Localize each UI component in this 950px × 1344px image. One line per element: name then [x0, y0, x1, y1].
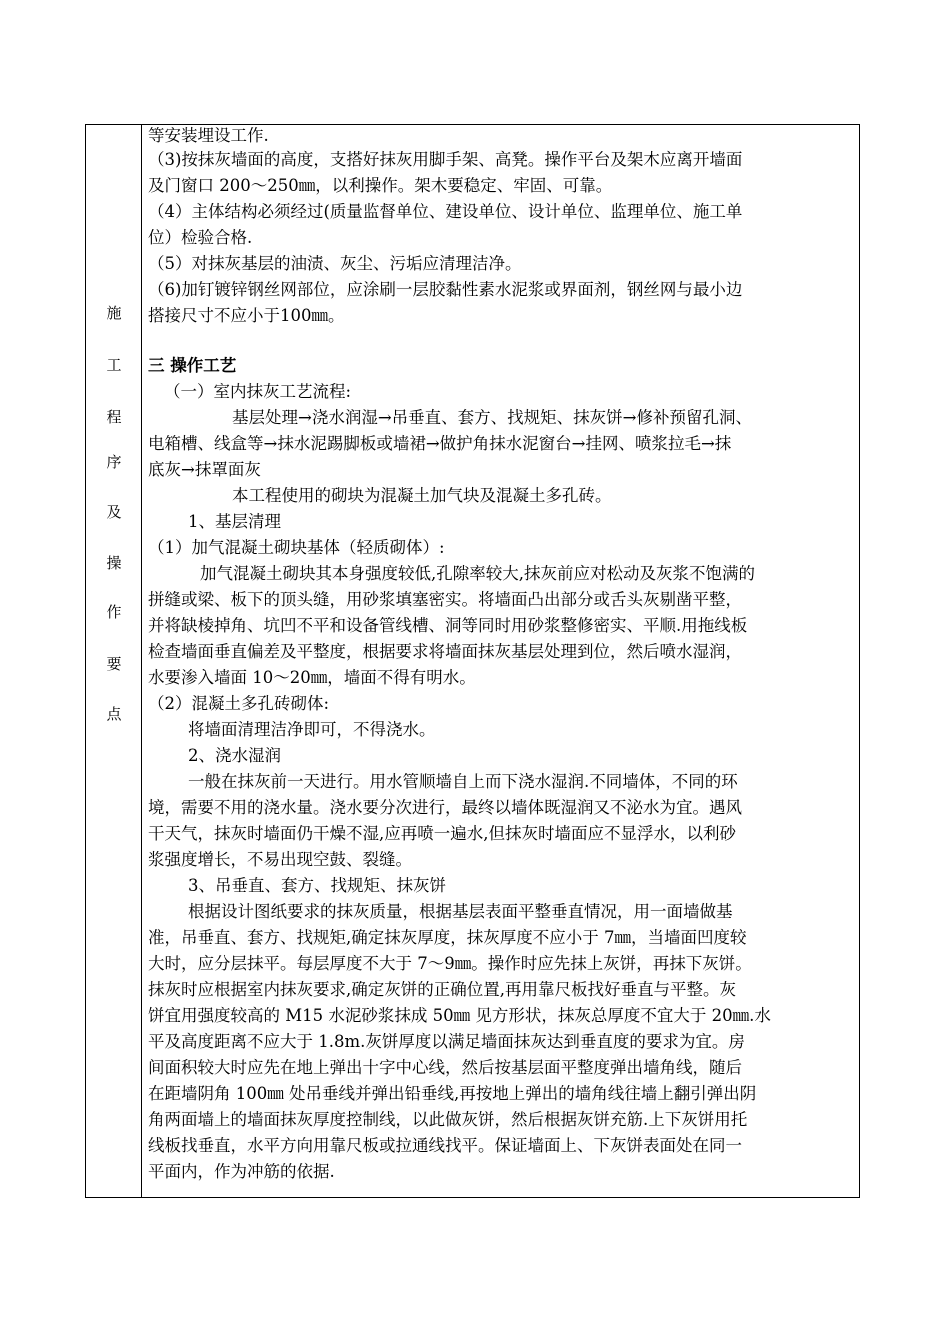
- text-line: 根据设计图纸要求的抹灰质量，根据基层表面平整垂直情况，用一面墙做基: [188, 902, 733, 921]
- text-line: 境，需要不用的浇水量。浇水要分次进行，最终以墙体既湿润又不泌水为宜。遇风: [148, 798, 742, 817]
- side-label-char: 点: [106, 705, 122, 723]
- text-line: 拼缝或梁、板下的顶头缝，用砂浆填塞密实。将墙面凸出部分或舌头灰剔凿平整，: [148, 590, 742, 609]
- text-line: 线板找垂直，水平方向用靠尺板或拉通线找平。保证墙面上、下灰饼表面处在同一: [148, 1136, 742, 1155]
- text-line: 位）检验合格.: [148, 228, 253, 247]
- text-line: 浆强度增长，不易出现空鼓、裂缝。: [148, 850, 412, 869]
- text-line: 加气混凝土砌块其本身强度较低,孔隙率较大,抹灰前应对松动及灰浆不饱满的: [200, 564, 755, 583]
- column-divider: [141, 124, 142, 1198]
- text-line: 本工程使用的砌块为混凝土加气块及混凝土多孔砖。: [232, 486, 612, 505]
- side-label-char: 施: [106, 304, 122, 322]
- text-line: 水要渗入墙面 10～20㎜，墙面不得有明水。: [148, 668, 476, 687]
- text-line: （2）混凝土多孔砖砌体:: [148, 694, 330, 713]
- text-line: （1）加气混凝土砌块基体（轻质砌体）:: [148, 538, 445, 557]
- text-line: （6)加钉镀锌钢丝网部位，应涂刷一层胶黏性素水泥浆或界面剂，钢丝网与最小边: [148, 280, 743, 299]
- text-line: 等安装埋设工作.: [148, 126, 269, 145]
- text-line: 饼宜用强度较高的 M15 水泥砂浆抹成 50㎜ 见方形状，抹灰总厚度不宜大于 20㎜.水: [148, 1006, 771, 1025]
- section-heading: 三 操作工艺: [148, 356, 237, 375]
- side-label-char: 工: [106, 356, 122, 374]
- text-line: 电箱槽、线盒等→抹水泥踢脚板或墙裙→做护角抹水泥窗台→挂网、喷浆拉毛→抹: [148, 434, 732, 453]
- text-line: 底灰→抹罩面灰: [148, 460, 261, 479]
- text-line: 大时，应分层抹平。每层厚度不大于 7～9㎜。操作时应先抹上灰饼，再抹下灰饼。: [148, 954, 752, 973]
- text-line: 1、基层清理: [188, 512, 281, 531]
- text-line: 基层处理→浇水润湿→吊垂直、套方、找规矩、抹灰饼→修补预留孔洞、: [232, 408, 752, 427]
- text-line: 及门窗口 200～250㎜，以利操作。架木要稳定、牢固、可靠。: [148, 176, 613, 195]
- side-label-char: 序: [106, 453, 122, 471]
- text-line: 并将缺棱掉角、坑凹不平和设备管线槽、洞等同时用砂浆整修密实、平顺.用拖线板: [148, 616, 748, 635]
- side-label-char: 及: [106, 503, 122, 521]
- text-line: 在距墙阴角 100㎜ 处吊垂线并弹出铅垂线,再按地上弹出的墙角线往墙上翻引弹出阴: [148, 1084, 757, 1103]
- text-line: （3)按抹灰墙面的高度，支搭好抹灰用脚手架、高凳。操作平台及架木应离开墙面: [148, 150, 743, 169]
- text-line: 3、吊垂直、套方、找规矩、抹灰饼: [188, 876, 446, 895]
- text-line: 平及高度距离不应大于 1.8m.灰饼厚度以满足墙面抹灰达到垂直度的要求为宜。房: [148, 1032, 745, 1051]
- text-line: 一般在抹灰前一天进行。用水管顺墙自上而下浇水湿润.不同墙体，不同的环: [188, 772, 738, 791]
- text-line: （一）室内抹灰工艺流程:: [164, 382, 352, 401]
- text-line: 准，吊垂直、套方、找规矩,确定抹灰厚度，抹灰厚度不应小于 7㎜，当墙面凹度较: [148, 928, 747, 947]
- text-line: 搭接尺寸不应小于100㎜。: [148, 306, 345, 325]
- text-line: （4）主体结构必须经过(质量监督单位、建设单位、设计单位、监理单位、施工单: [148, 202, 743, 221]
- side-label-char: 要: [106, 655, 122, 673]
- text-line: 2、浇水湿润: [188, 746, 281, 765]
- text-line: 平面内，作为冲筋的依据.: [148, 1162, 335, 1181]
- text-line: 角两面墙上的墙面抹灰厚度控制线，以此做灰饼，然后根据灰饼充筋.上下灰饼用托: [148, 1110, 748, 1129]
- side-label-char: 操: [106, 554, 122, 572]
- text-line: 将墙面清理洁净即可，不得浇水。: [188, 720, 436, 739]
- text-line: 间面积较大时应先在地上弹出十字中心线，然后按基层面平整度弹出墙角线，随后: [148, 1058, 742, 1077]
- text-line: 干天气，抹灰时墙面仍干燥不湿,应再喷一遍水,但抹灰时墙面应不显浮水，以利砂: [148, 824, 736, 843]
- text-line: 检查墙面垂直偏差及平整度，根据要求将墙面抹灰基层处理到位，然后喷水湿润，: [148, 642, 742, 661]
- side-label-char: 作: [106, 603, 122, 621]
- text-line: 抹灰时应根据室内抹灰要求,确定灰饼的正确位置,再用靠尺板找好垂直与平整。灰: [148, 980, 736, 999]
- text-line: （5）对抹灰基层的油渍、灰尘、污垢应清理洁净。: [148, 254, 522, 273]
- side-label-char: 程: [106, 408, 122, 426]
